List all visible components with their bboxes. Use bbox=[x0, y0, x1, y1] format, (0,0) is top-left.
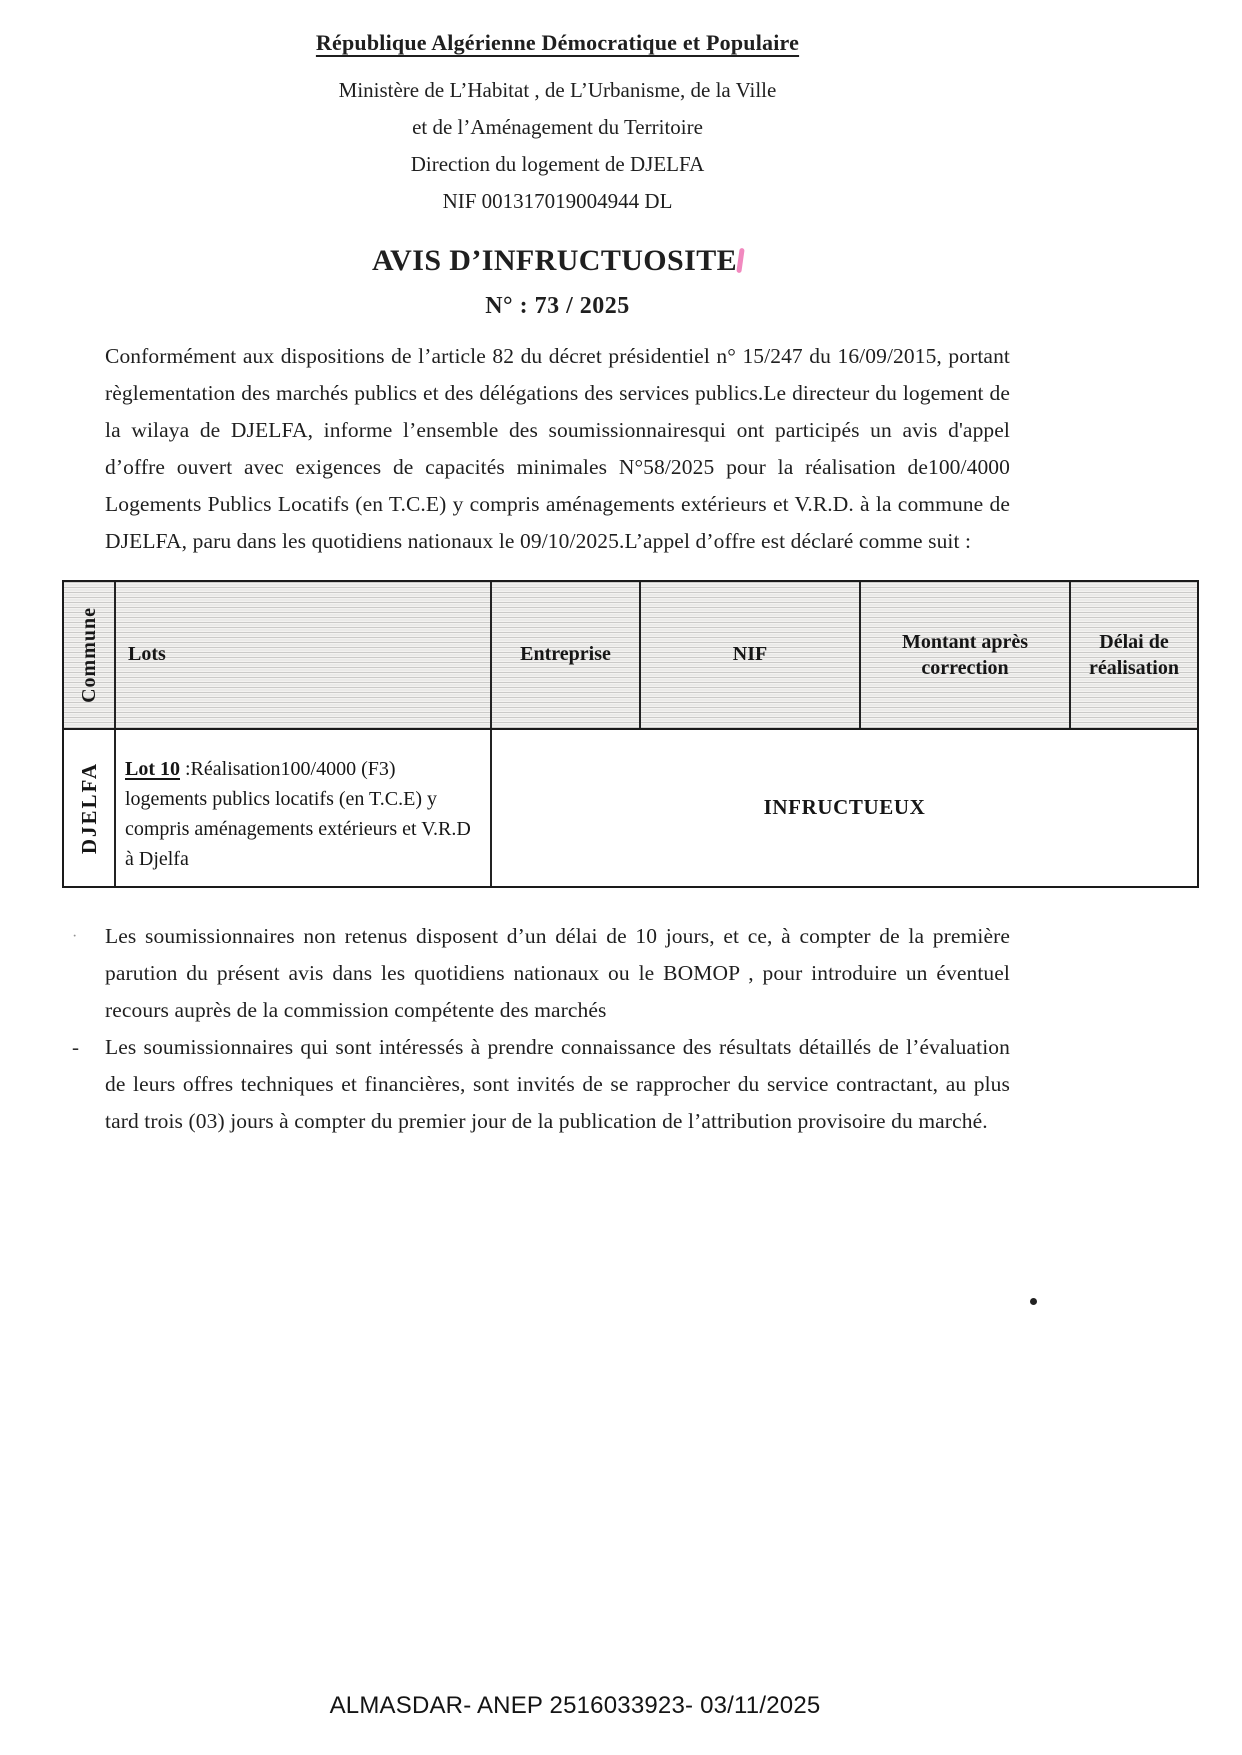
header-commune-label: Commune bbox=[77, 606, 100, 703]
lot-description-rest: :Réalisation100/4000 (F3) logements publics locatifs (en T.C.E) y compris aménagements extérieurs et V.R.D à Djelfa bbox=[125, 757, 471, 870]
ministry-header-block bbox=[105, 72, 1010, 220]
results-table bbox=[62, 580, 1199, 888]
table-header-row bbox=[64, 582, 1197, 730]
header-montant-label: Montant après correction bbox=[901, 630, 1029, 679]
nif-line: NIF 001317019004944 DL bbox=[442, 189, 673, 213]
header-cell-commune bbox=[64, 582, 114, 728]
document-title bbox=[105, 244, 1010, 279]
note-text-resultats: Les soumissionnaires qui sont intéressés à prendre connaissance des résultats détaillés de l’évaluation de leurs offres techniques et financières, sont invités de se rapprocher du service contractant, au plus tard trois (03) jours à compter du premier jour de la publication de l’attribution provisoire du marché. bbox=[105, 1034, 1010, 1133]
header-cell-lots bbox=[114, 582, 490, 728]
lot-number-label: Lot 10 bbox=[125, 757, 180, 780]
header-entreprise-label: Entreprise bbox=[520, 643, 611, 666]
note-bullet-dot: · bbox=[72, 927, 78, 945]
direction-line: Direction du logement de DJELFA bbox=[410, 152, 705, 176]
table-data-row bbox=[64, 730, 1197, 886]
header-cell-entreprise bbox=[490, 582, 639, 728]
header-delai-label: Délai de réalisation bbox=[1089, 630, 1179, 679]
cell-lot-description bbox=[114, 730, 490, 886]
document-body-column bbox=[105, 0, 1010, 560]
cell-result bbox=[490, 730, 1197, 886]
notes-list bbox=[72, 918, 1010, 1140]
note-item-recours bbox=[72, 918, 1010, 1029]
document-title-text: AVIS D’INFRUCTUOSITE bbox=[371, 244, 738, 277]
ministry-line-2: et de l’Aménagement du Territoire bbox=[412, 115, 703, 139]
publication-footer: ALMASDAR- ANEP 2516033923- 03/11/2025 bbox=[329, 1692, 821, 1719]
note-item-resultats bbox=[72, 1029, 1010, 1140]
reference-number: N° : 73 / 2025 bbox=[485, 292, 630, 319]
cell-commune bbox=[64, 730, 114, 886]
commune-value: DJELFA bbox=[76, 761, 101, 854]
result-value: INFRUCTUEUX bbox=[763, 795, 926, 820]
header-cell-nif bbox=[639, 582, 859, 728]
ministry-line-1: Ministère de L’Habitat , de L’Urbanisme, de la Ville bbox=[338, 78, 777, 102]
pink-ink-mark bbox=[736, 247, 744, 272]
header-lots-label: Lots bbox=[128, 643, 166, 666]
note-text-recours: Les soumissionnaires non retenus disposent d’un délai de 10 jours, et ce, à compter de la première parution du présent avis dans les quotidiens nationaux ou le BOMOP , pour introduire un éventuel recours auprès de la commission compétente des marchés bbox=[105, 923, 1010, 1022]
header-cell-montant bbox=[859, 582, 1069, 728]
header-cell-delai bbox=[1069, 582, 1197, 728]
country-title bbox=[105, 0, 1010, 56]
header-nif-label: NIF bbox=[732, 643, 768, 666]
intro-paragraph: Conformément aux dispositions de l’article 82 du décret présidentiel n° 15/247 du 16/09/2015, portant règlementation des marchés publics et des délégations des services publics.Le directeur du logement de la wilaya de DJELFA, informe l’ensemble des soumissionnairesqui ont participés un avis d'appel d’offre ouvert avec exigences de capacités minimales N°58/2025 pour la réalisation de100/4000 Logements Publics Locatifs (en T.C.E) y compris aménagements extérieurs et V.R.D. à la commune de DJELFA, paru dans les quotidiens nationaux le 09/10/2025.L’appel d’offre est déclaré comme suit : bbox=[105, 343, 1010, 553]
lot-description-text bbox=[125, 754, 476, 874]
note-bullet-dash: - bbox=[72, 1034, 79, 1059]
country-title-text: République Algérienne Démocratique et Populaire bbox=[315, 30, 800, 55]
stray-ink-dot bbox=[1030, 1298, 1037, 1305]
